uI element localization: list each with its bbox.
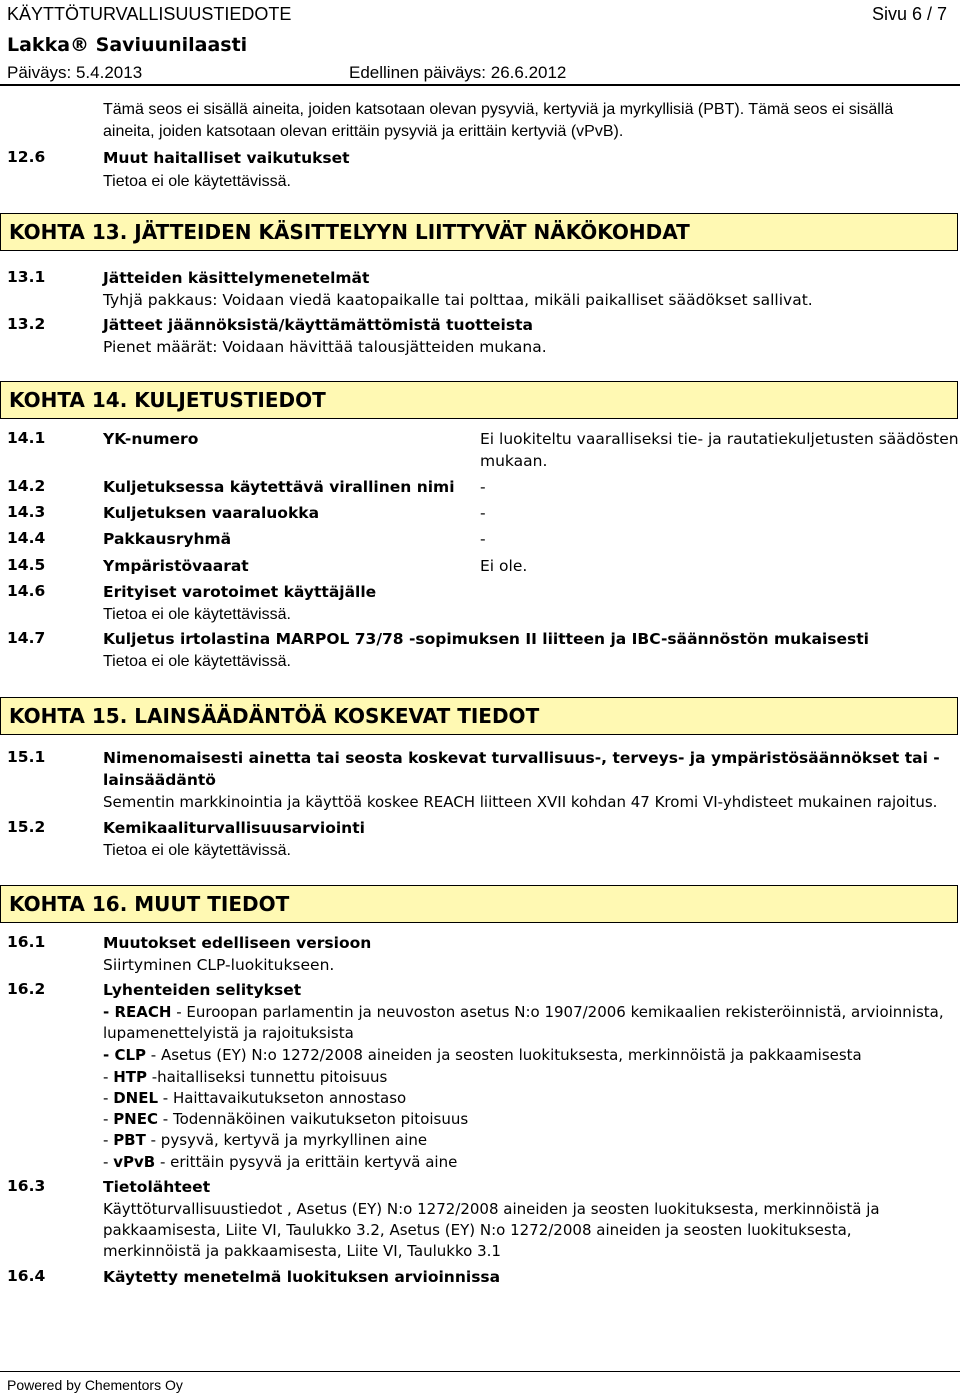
transport-value-14-1-cont: mukaan. xyxy=(480,452,548,470)
section-num-16-4: 16.4 xyxy=(7,1267,46,1285)
section-text-14-6: Tietoa ei ole käytettävissä. xyxy=(103,606,291,623)
abbr-pbt xyxy=(103,1130,427,1151)
abbr-term: PNEC xyxy=(113,1110,158,1128)
section-text-15-2: Tietoa ei ole käytettävissä. xyxy=(103,842,291,859)
section-heading-15: KOHTA 15. LAINSÄÄDÄNTÖÄ KOSKEVAT TIEDOT xyxy=(0,697,958,735)
abbr-htp xyxy=(103,1067,387,1088)
section-title-16-1: Muutokset edelliseen versioon xyxy=(103,934,372,952)
section-title-15-1: Nimenomaisesti ainetta tai seosta koskevat turvallisuus-, terveys- ja ympäristösäännökset tai - xyxy=(103,749,940,767)
section-title-14-6: Erityiset varotoimet käyttäjälle xyxy=(103,583,377,601)
abbr-reach xyxy=(103,1002,944,1023)
section-title-15-2: Kemikaaliturvallisuusarviointi xyxy=(103,819,365,837)
abbr-term: DNEL xyxy=(113,1089,158,1107)
abbr-term: vPvB xyxy=(113,1153,156,1171)
section-num-14-7: 14.7 xyxy=(7,629,46,647)
abbr-reach-cont: lupamenettelyistä ja rajoituksista xyxy=(103,1024,354,1042)
pbt-text-line1: Tämä seos ei sisällä aineita, joiden katsotaan olevan pysyviä, kertyviä ja myrkyllisiä (PBT). Tämä seos ei sisällä xyxy=(103,101,894,118)
date: Päiväys: 5.4.2013 xyxy=(7,63,143,82)
transport-label-14-2: Kuljetuksessa käytettävä virallinen nimi xyxy=(103,478,455,496)
sources-line1: Käyttöturvallisuustiedot , Asetus (EY) N:o 1272/2008 aineiden ja seosten luokituksesta, merkinnöistä ja xyxy=(103,1200,880,1218)
section-text-15-1: Sementin markkinointia ja käyttöä koskee REACH liitteen XVII kohdan 47 Kromi VI-yhdisteet mukainen rajoitus. xyxy=(103,793,938,811)
abbr-term: HTP xyxy=(113,1068,147,1086)
abbr-desc: - Asetus (EY) N:o 1272/2008 aineiden ja seosten luokituksesta, merkinnöistä ja pakkaamisesta xyxy=(146,1046,862,1064)
section-title-14-7: Kuljetus irtolastina MARPOL 73/78 -sopimuksen II liitteen ja IBC-säännöstön mukaisesti xyxy=(103,630,869,648)
abbr-prefix: - xyxy=(103,1089,114,1107)
product-name: Lakka® Saviuunilaasti xyxy=(7,34,248,56)
section-text-13-2: Pienet määrät: Voidaan hävittää talousjätteiden mukana. xyxy=(103,338,547,356)
section-heading-16: KOHTA 16. MUUT TIEDOT xyxy=(0,885,958,923)
section-num-15-1: 15.1 xyxy=(7,748,46,766)
doc-type: KÄYTTÖTURVALLISUUSTIEDOTE xyxy=(7,4,292,24)
section-title-13-2: Jätteet jäännöksistä/käyttämättömistä tuotteista xyxy=(103,316,533,334)
section-title-16-4: Käytetty menetelmä luokituksen arvioinnissa xyxy=(103,1268,501,1286)
section-num-13-2: 13.2 xyxy=(7,315,46,333)
abbr-clp xyxy=(103,1045,862,1066)
section-num-14-6: 14.6 xyxy=(7,582,46,600)
section-text-12-6: Tietoa ei ole käytettävissä. xyxy=(103,173,291,190)
abbr-vpvb xyxy=(103,1152,457,1173)
abbr-desc: - erittäin pysyvä ja erittäin kertyvä aine xyxy=(155,1153,458,1171)
section-num-13-1: 13.1 xyxy=(7,268,46,286)
section-heading-13: KOHTA 13. JÄTTEIDEN KÄSITTELYYN LIITTYVÄT NÄKÖKOHDAT xyxy=(0,213,958,251)
transport-value-14-2: - xyxy=(480,478,486,496)
section-num-14-3: 14.3 xyxy=(7,503,46,521)
abbr-term: - CLP xyxy=(103,1046,147,1064)
transport-value-14-4: - xyxy=(480,530,486,548)
transport-label-14-1: YK-numero xyxy=(103,430,199,448)
transport-label-14-5: Ympäristövaarat xyxy=(103,557,249,575)
section-num-14-2: 14.2 xyxy=(7,477,46,495)
transport-label-14-4: Pakkausryhmä xyxy=(103,530,232,548)
footer-rule xyxy=(0,1371,960,1372)
abbr-prefix: - xyxy=(103,1068,114,1086)
sources-line2: pakkaamisesta, Liite VI, Taulukko 3.2, Asetus (EY) N:o 1272/2008 aineiden ja seosten luokituksesta, xyxy=(103,1221,852,1239)
page-number: Sivu 6 / 7 xyxy=(872,4,948,24)
section-heading-14: KOHTA 14. KULJETUSTIEDOT xyxy=(0,381,958,419)
section-num-16-3: 16.3 xyxy=(7,1177,46,1195)
abbr-prefix: - xyxy=(103,1110,114,1128)
sources-line3: merkinnöistä ja pakkaamisesta, Liite VI, Taulukko 3.1 xyxy=(103,1242,501,1260)
section-num-16-2: 16.2 xyxy=(7,980,46,998)
section-title-12-6: Muut haitalliset vaikutukset xyxy=(103,149,350,167)
section-num-16-1: 16.1 xyxy=(7,933,46,951)
transport-value-14-5: Ei ole. xyxy=(480,557,528,575)
section-num-14-4: 14.4 xyxy=(7,529,46,547)
abbr-term: - REACH xyxy=(103,1003,172,1021)
pbt-text-line2: aineita, joiden katsotaan olevan erittäin pysyviä ja erittäin kertyviä (vPvB). xyxy=(103,123,624,140)
footer-powered-by: Powered by Chementors Oy xyxy=(7,1377,183,1393)
transport-value-14-3: - xyxy=(480,504,486,522)
abbr-pnec xyxy=(103,1109,468,1130)
abbr-desc: - Todennäköinen vaikutukseton pitoisuus xyxy=(158,1110,469,1128)
section-title-16-3: Tietolähteet xyxy=(103,1178,211,1196)
transport-value-14-1: Ei luokiteltu vaaralliseksi tie- ja rautatiekuljetusten säädösten xyxy=(480,430,959,448)
abbr-desc: -haitalliseksi tunnettu pitoisuus xyxy=(146,1068,388,1086)
abbr-prefix: - xyxy=(103,1131,114,1149)
section-num-14-1: 14.1 xyxy=(7,429,46,447)
section-num-12-6: 12.6 xyxy=(7,148,46,166)
abbr-dnel xyxy=(103,1088,406,1109)
previous-date: Edellinen päiväys: 26.6.2012 xyxy=(349,63,567,82)
header-rule xyxy=(0,84,960,86)
abbr-prefix: - xyxy=(103,1153,114,1171)
section-text-16-1: Siirtyminen CLP-luokitukseen. xyxy=(103,956,335,974)
section-num-14-5: 14.5 xyxy=(7,556,46,574)
section-num-15-2: 15.2 xyxy=(7,818,46,836)
abbr-term: PBT xyxy=(113,1131,146,1149)
abbr-desc: - pysyvä, kertyvä ja myrkyllinen aine xyxy=(145,1131,428,1149)
section-title-15-1-cont: lainsäädäntö xyxy=(103,771,216,789)
abbr-desc: - Euroopan parlamentin ja neuvoston asetus N:o 1907/2006 kemikaalien rekisteröinnistä, arvioinnista, xyxy=(171,1003,944,1021)
abbr-desc: - Haittavaikutukseton annostaso xyxy=(158,1089,407,1107)
transport-label-14-3: Kuljetuksen vaaraluokka xyxy=(103,504,320,522)
section-text-14-7: Tietoa ei ole käytettävissä. xyxy=(103,653,291,670)
section-title-13-1: Jätteiden käsittelymenetelmät xyxy=(103,269,370,287)
section-text-13-1: Tyhjä pakkaus: Voidaan viedä kaatopaikalle tai polttaa, mikäli paikalliset säädökset sallivat. xyxy=(103,291,813,309)
section-title-16-2: Lyhenteiden selitykset xyxy=(103,981,302,999)
